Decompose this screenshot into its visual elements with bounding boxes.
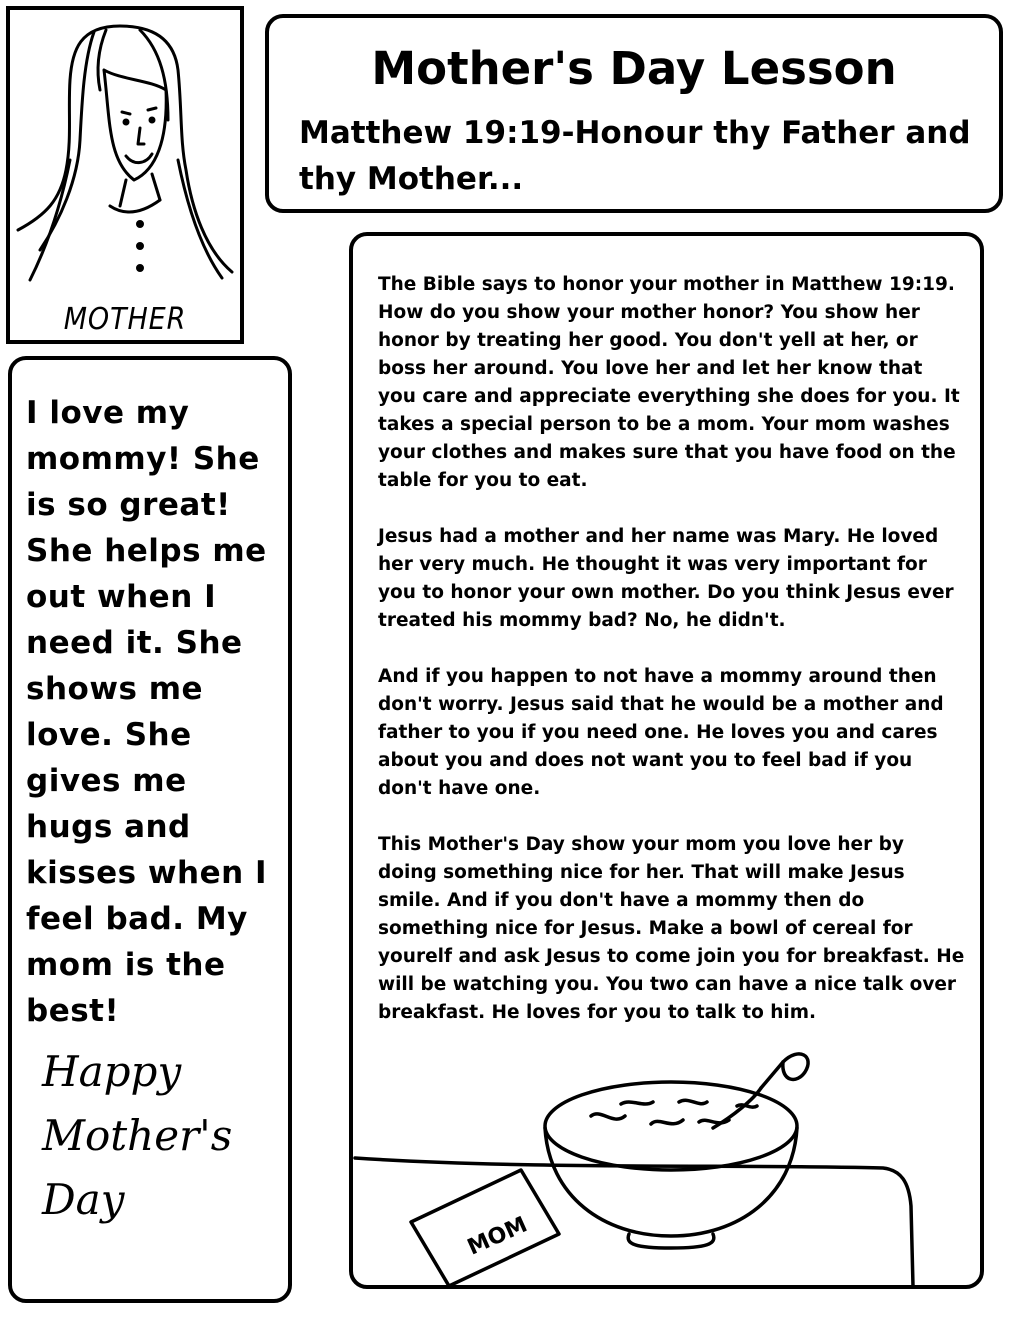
story-paragraph-4: This Mother's Day show your mom you love her by doing something nice for her. That will make Jesus smile. And if you don't have a mommy then do something nice for Jesus. Make a bowl of cereal for yourelf and ask Jesus to come join you for breakfast. He will be watching you. You two can have a nice talk over breakfast. He loves for you to talk to him. xyxy=(378,834,965,1023)
story-paragraph-2: Jesus had a mother and her name was Mary. He loved her very much. He thought it was very important for you to honor your own mother. Do you think Jesus ever treated his mommy bad? No, he didn't. xyxy=(378,526,954,631)
love-note-text: I love my mommy! She is so great! She helps me out when I need it. She shows me love. She gives me hugs and kisses when I feel bad. My mom is the best! xyxy=(26,395,268,1029)
love-note-panel xyxy=(8,356,292,1303)
page-title: Mother's Day Lesson xyxy=(371,42,897,95)
happy-mothers-day-greeting: Happy Mother's Day xyxy=(42,1047,233,1224)
mother-face-drawing xyxy=(10,10,240,340)
story-paragraph-3: And if you happen to not have a mommy around then don't worry. Jesus said that he would be a mother and father to you if you need one. He loves you and cares about you and does not want you to feel bad if you don't have one. xyxy=(378,666,944,799)
mom-card-label: MOM xyxy=(463,1212,532,1261)
portrait-caption: MOTHER xyxy=(63,302,187,337)
lesson-header xyxy=(265,14,1003,213)
lesson-story-panel xyxy=(349,232,984,1289)
cereal-bowl-illustration xyxy=(353,236,980,1285)
mother-portrait-frame xyxy=(6,6,244,344)
story-paragraph-1: The Bible says to honor your mother in Matthew 19:19. How do you show your mother honor? You show her honor by treating her good. You don't yell at her, or boss her around. You love her and let her know that you care and appreciate everything she does for you. It takes a special person to be a mom. Your mom washes your clothes and makes sure that you have food on the table for you to eat. xyxy=(378,274,960,491)
bible-verse: Matthew 19:19-Honour thy Father and thy Mother... xyxy=(299,115,971,197)
